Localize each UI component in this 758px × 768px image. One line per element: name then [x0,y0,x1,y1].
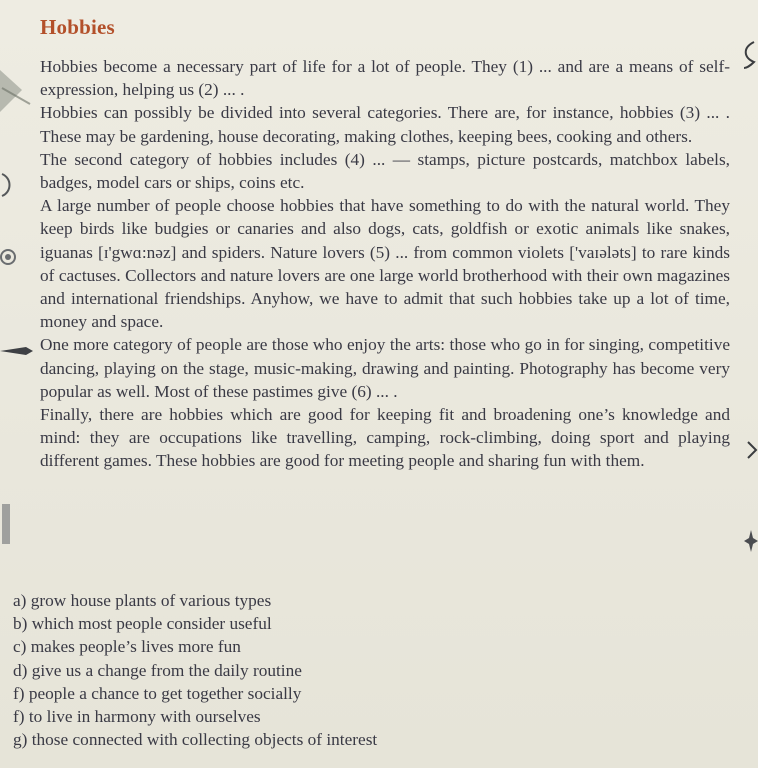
paragraph-1: Hobbies become a necessary part of life for a lot of people. They (1) ... and are a means of self-expression, helping us (2) ... . [40,57,730,100]
margin-pencil-icon [0,342,34,360]
margin-figure-icon [0,500,16,550]
answer-option: g) those connected with collecting objects of interest [13,730,378,750]
answer-options-list [13,589,613,751]
paragraph-5: One more category of people are those who enjoy the arts: those who go in for singing, competitive dancing, playing on the stage, music-making, drawing and painting. Photography has become very popular as well. Most of these pastimes give (6) ... . [40,335,730,401]
answer-option: d) give us a change from the daily routine [13,660,302,680]
answer-option: c) makes people’s lives more fun [13,637,241,657]
margin-bracket-icon [0,172,14,198]
answer-option: f) to live in harmony with ourselves [13,707,261,727]
paragraph-3: The second category of hobbies includes (4) ... — stamps, picture postcards, matchbox labels, badges, model cars or ships, coins etc. [40,149,730,193]
margin-leaf-icon [0,60,36,120]
section-heading: Hobbies [40,15,115,39]
margin-flower-icon [0,244,22,270]
answer-option: b) which most people consider useful [13,614,272,634]
paragraph-6: Finally, there are hobbies which are good for keeping fit and broadening one’s knowledge and mind: they are occupations like travelling, camping, rock-climbing, doing sport and playing different games. These hobbies are good for meeting people and sharing fun with them. [40,405,730,471]
paragraph-4: A large number of people choose hobbies that have something to do with the natural world. They keep birds like budgies or canaries and also dogs, cats, goldfish or exotic animals like snakes, iguanas [ɪ'gwɑ:nəz] and spiders. Nature lovers (5) ... from common violets ['vaɪələts] to rare kinds of cactuses. Collectors and nature lovers are one large world brotherhood with their own magazines and international friendships. Anyhow, we have to admit that such hobbies take up a lot of time, money and space. [40,196,730,332]
paragraph-2: Hobbies can possibly be divided into several categories. There are, for instance, hobbies (3) ... . These may be gardening, house decorating, making clothes, keeping bees, cooking and others. [40,103,730,146]
margin-star-icon [744,528,758,554]
answer-option: a) grow house plants of various types [13,591,272,610]
margin-hook-icon [740,40,758,70]
answer-option: f) people a chance to get together socially [13,683,302,703]
reading-text [40,55,730,473]
margin-arrow-icon [746,440,758,460]
